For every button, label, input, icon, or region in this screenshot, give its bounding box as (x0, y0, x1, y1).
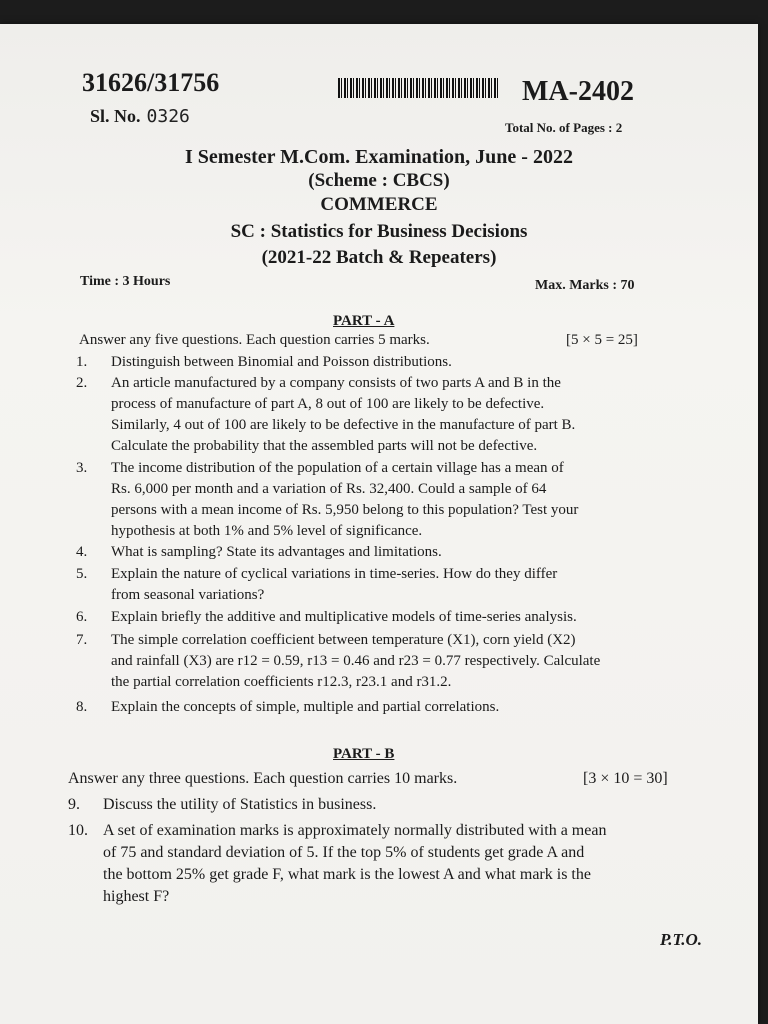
total-pages: Total No. of Pages : 2 (505, 120, 623, 135)
question-line: and rainfall (X3) are r12 = 0.59, r13 = 0.46 and r23 = 0.77 respectively. Calculate (111, 653, 601, 669)
scheme: (Scheme : CBCS) (308, 170, 450, 191)
part-a-score: [5 × 5 = 25] (566, 332, 638, 348)
question-line: of 75 and standard deviation of 5. If the top 5% of students get grade A and (103, 844, 585, 861)
question-line: Discuss the utility of Statistics in business. (103, 796, 377, 813)
question-line: What is sampling? State its advantages and limitations. (111, 544, 442, 560)
subject-title: SC : Statistics for Business Decisions (230, 221, 528, 242)
question-line: An article manufactured by a company consists of two parts A and B in the (111, 375, 561, 391)
question-line: from seasonal variations? (111, 587, 265, 603)
question-number: 8. (76, 699, 88, 715)
question-line: Explain briefly the additive and multiplicative models of time-series analysis. (111, 609, 577, 625)
page-turn-note: P.T.O. (660, 930, 703, 949)
barcode (338, 78, 498, 98)
question-line: Explain the nature of cyclical variations in time-series. How do they differ (111, 566, 558, 582)
question-line: Calculate the probability that the assembled parts will not be defective. (111, 438, 538, 454)
question-number: 6. (76, 609, 88, 625)
question-number: 10. (68, 822, 88, 839)
faculty: COMMERCE (320, 194, 438, 215)
question-line: highest F? (103, 888, 170, 905)
question-number: 4. (76, 544, 88, 560)
part-a-heading: PART - A (333, 313, 395, 329)
question-number: 7. (76, 632, 88, 648)
question-number: 9. (68, 796, 80, 813)
question-number: 2. (76, 375, 88, 391)
question-line: Distinguish between Binomial and Poisson distributions. (111, 354, 452, 370)
part-b-score: [3 × 10 = 30] (583, 770, 668, 787)
exam-paper (0, 24, 758, 1024)
max-marks: Max. Marks : 70 (535, 278, 635, 293)
question-line: the partial correlation coefficients r12.3, r23.1 and r31.2. (111, 674, 452, 690)
question-line: persons with a mean income of Rs. 5,950 belong to this population? Test your (111, 502, 579, 518)
question-number: 1. (76, 354, 88, 370)
part-b-heading: PART - B (333, 746, 395, 762)
batch: (2021-22 Batch & Repeaters) (261, 247, 497, 268)
part-a-instruction: Answer any five questions. Each question carries 5 marks. (79, 332, 430, 348)
question-line: Rs. 6,000 per month and a variation of Rs. 32,400. Could a sample of 64 (111, 481, 547, 497)
part-b-instruction: Answer any three questions. Each question carries 10 marks. (68, 770, 458, 787)
question-number: 3. (76, 460, 88, 476)
serial-value: 0326 (146, 106, 190, 127)
question-number: 5. (76, 566, 88, 582)
question-line: Similarly, 4 out of 100 are likely to be defective in the manufacture of part B. (111, 417, 576, 433)
serial-number (90, 106, 190, 127)
question-line: A set of examination marks is approximately normally distributed with a mean (103, 822, 607, 839)
question-line: hypothesis at both 1% and 5% level of significance. (111, 523, 423, 539)
exam-time: Time : 3 Hours (80, 274, 171, 289)
serial-label: Sl. No. (90, 106, 141, 126)
question-line: The simple correlation coefficient between temperature (X1), corn yield (X2) (111, 632, 576, 648)
question-line: The income distribution of the population of a certain village has a mean of (111, 460, 564, 476)
subject-code: MA-2402 (522, 76, 634, 107)
question-line: the bottom 25% get grade F, what mark is the lowest A and what mark is the (103, 866, 591, 883)
paper-code-number: 31626/31756 (82, 68, 220, 97)
question-line: process of manufacture of part A, 8 out of 100 are likely to be defective. (111, 396, 545, 412)
question-line: Explain the concepts of simple, multiple and partial correlations. (111, 699, 500, 715)
exam-title: I Semester M.Com. Examination, June - 2022 (185, 146, 573, 168)
